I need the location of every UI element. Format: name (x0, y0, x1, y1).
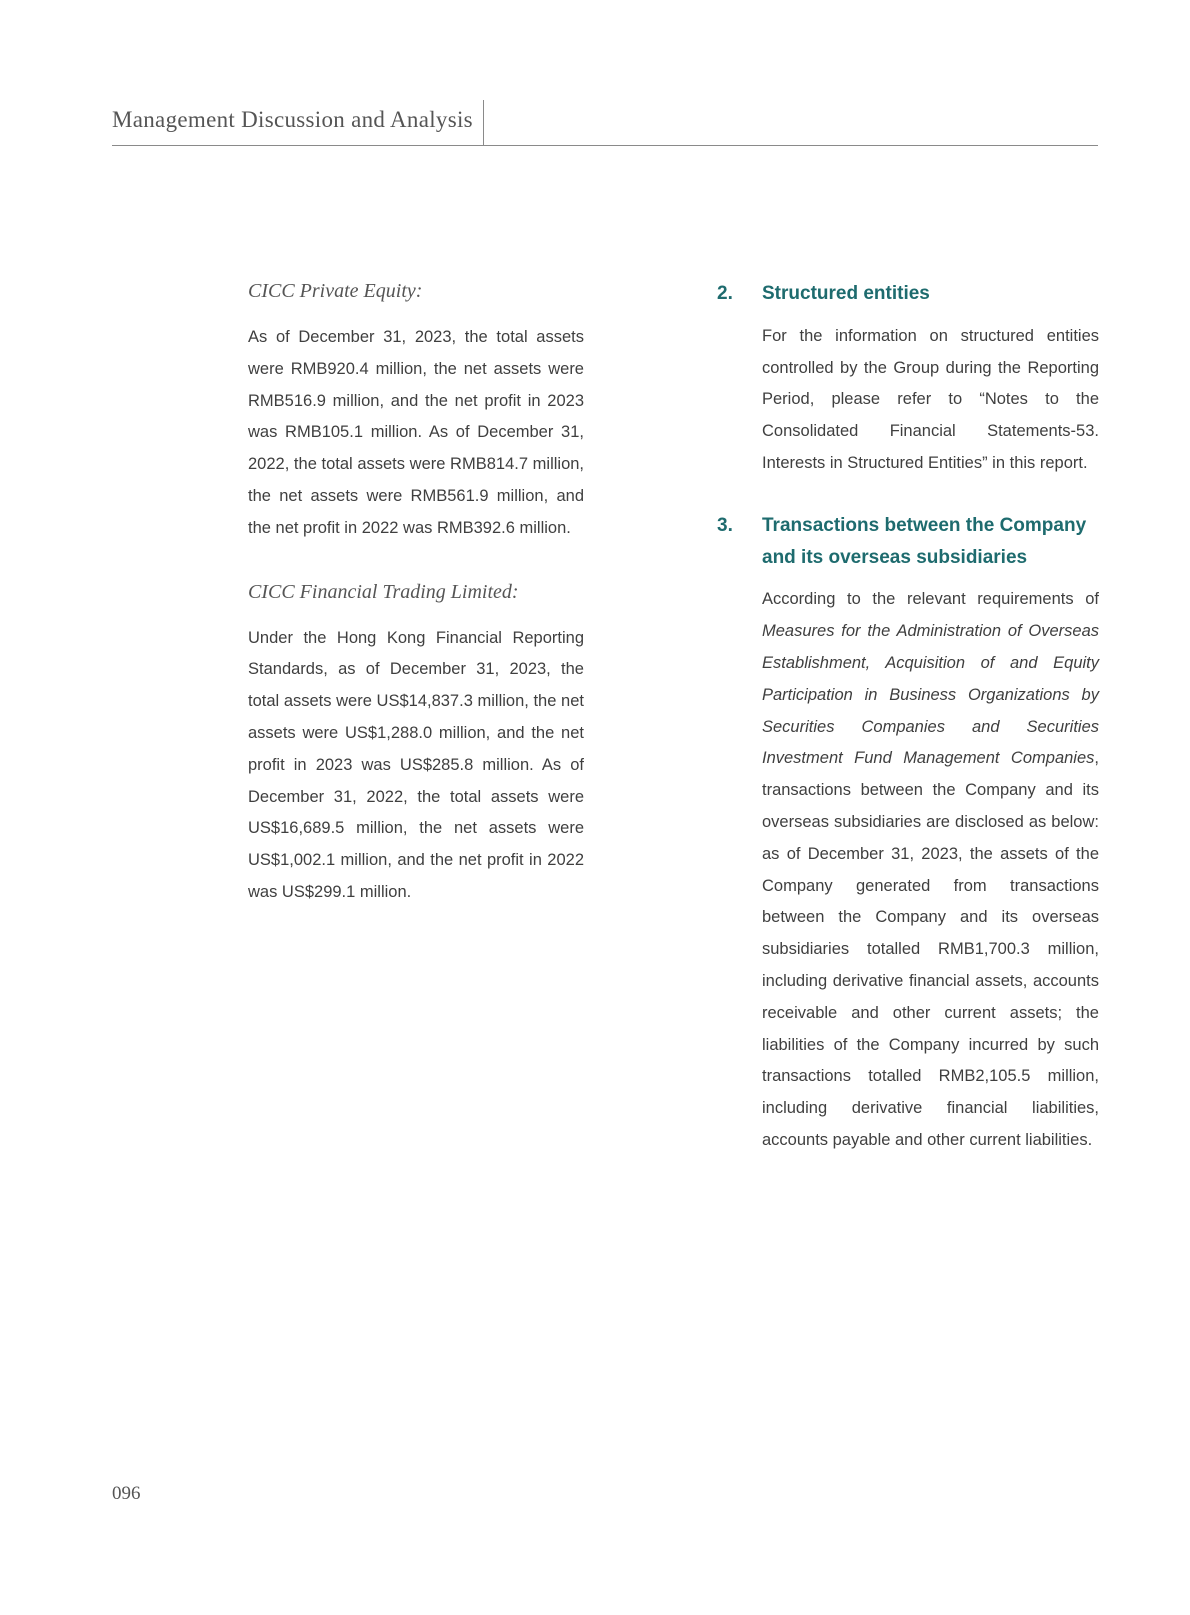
section-body (762, 278, 1099, 480)
page-number: 096 (112, 1483, 141, 1504)
section-title: Structured entities (762, 283, 930, 304)
cicc-financial-trading-paragraph: Under the Hong Kong Financial Reporting Standards, as of December 31, 2023, the total assets were US$14,837.3 million, the net assets were US$1,288.0 million, and the net profit in 2023 was US$285.8 million. As of December 31, 2022, the total assets were US$16,689.5 million, the net assets were US$1,002.1 million, and the net profit in 2022 was US$299.1 million. (248, 628, 584, 901)
section-title: Transactions between the Company and its overseas subsidiaries (762, 514, 1087, 568)
section-number: 3. (717, 514, 733, 536)
cicc-private-equity-paragraph: As of December 31, 2023, the total assets were RMB920.4 million, the net assets were RMB516.9 million, and the net profit in 2023 was RMB105.1 million. As of December 31, 2022, the total assets were RMB814.7 million, the net assets were RMB561.9 million, and the net profit in 2022 was RMB392.6 million. (248, 328, 584, 537)
paragraph-text-rest: , transactions between the Company and its overseas subsidiaries are disclosed as below: as of December 31, 2023, the assets of the Company generated from transactions between the Company and its overseas subsidiaries totalled RMB1,700.3 million, including derivative financial assets, accounts receivable and other current assets; the liabilities of the Company incurred by such transactions totalled RMB2,105.5 million, including derivative financial liabilities, accounts payable and other current liabilities. (762, 749, 1099, 1149)
cicc-private-equity-heading: CICC Private Equity: (248, 280, 423, 302)
section-paragraph (762, 584, 1099, 1156)
regulation-title: Measures for the Administration of Overseas Establishment, Acquisition of and Equity Participation in Business Organizations by Securities Companies and Securities Investment Fund Management Companies (762, 622, 1099, 768)
header-vertical-divider (483, 100, 484, 145)
section-overseas-transactions (717, 510, 1099, 1157)
cicc-financial-trading-heading: CICC Financial Trading Limited: (248, 580, 519, 603)
section-number: 2. (717, 283, 733, 304)
section-structured-entities (717, 278, 1099, 480)
left-column (248, 278, 584, 909)
section-body (762, 510, 1099, 1157)
right-column (717, 278, 1099, 1157)
header-rule (112, 145, 1098, 146)
paragraph-text-lead: According to the relevant requirements of (762, 590, 1099, 609)
page-header-title: Management Discussion and Analysis (112, 107, 473, 132)
section-paragraph: For the information on structured entities controlled by the Group during the Reporting Period, please refer to “Notes to the Consolidated Financial Statements-53. Interests in Structured Entities” in this report. (762, 326, 1099, 472)
